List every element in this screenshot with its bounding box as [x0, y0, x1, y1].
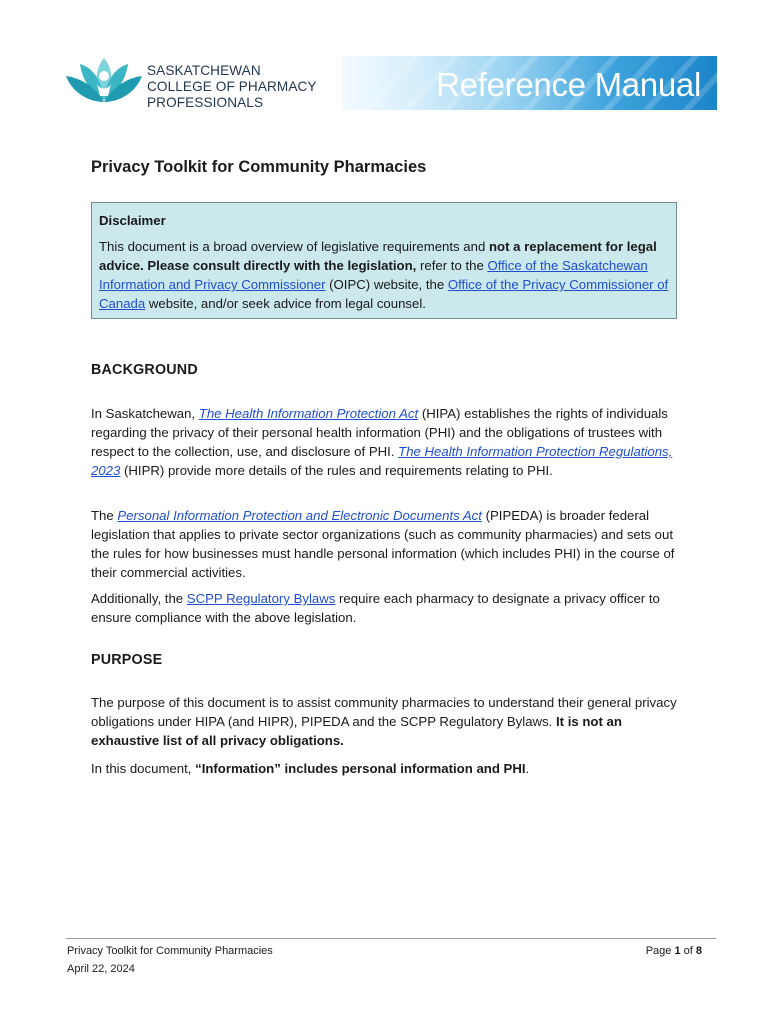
- disclaimer-text-3: (OIPC) website, the: [325, 277, 448, 292]
- page-number: [646, 942, 702, 960]
- purpose-p2-text-2: .: [525, 761, 530, 776]
- purpose-p2-bold: “Information” includes personal information and PHI: [195, 761, 526, 776]
- bg-p3-text-1: Additionally, the: [91, 591, 187, 606]
- scpp-logo-icon: [64, 50, 144, 114]
- background-paragraph-1: [91, 404, 687, 480]
- document-title: Privacy Toolkit for Community Pharmacies: [91, 158, 427, 176]
- footer-left: [67, 942, 273, 978]
- bg-p3-text-2: require each pharmacy to designate a privacy officer to ensure compliance with the above legislation.: [91, 591, 660, 625]
- org-name-line-1: SASKATCHEWAN: [147, 63, 261, 78]
- disclaimer-text-2: refer to the: [416, 258, 488, 273]
- opc-canada-link[interactable]: Office of the Privacy Commissioner of Canada: [99, 277, 669, 311]
- disclaimer-heading: Disclaimer: [99, 213, 166, 228]
- footer-document-name: Privacy Toolkit for Community Pharmacies: [67, 945, 273, 957]
- pipeda-link[interactable]: Personal Information Protection and Electronic Documents Act: [117, 508, 482, 523]
- page-current: 1: [674, 945, 681, 957]
- disclaimer-text: [99, 237, 669, 313]
- footer-divider: [66, 938, 716, 939]
- banner-title: Reference Manual: [436, 66, 701, 103]
- org-name-line-2: COLLEGE OF PHARMACY: [147, 79, 317, 94]
- disclaimer-text-1: This document is a broad overview of legislative requirements and: [99, 239, 489, 254]
- purpose-heading: PURPOSE: [91, 652, 163, 668]
- background-paragraph-3: [91, 589, 687, 627]
- scpp-bylaws-link[interactable]: SCPP Regulatory Bylaws: [186, 591, 336, 606]
- page-total: 8: [695, 945, 702, 957]
- hipr-link[interactable]: The Health Information Protection Regulations, 2023: [91, 444, 673, 478]
- page-of: of: [680, 945, 696, 957]
- purpose-p1-bold: It is not an exhaustive list of all privacy obligations.: [91, 714, 622, 748]
- disclaimer-bold-text: not a replacement for legal advice. Please consult directly with the legislation,: [99, 239, 657, 273]
- disclaimer-text-4: website, and/or seek advice from legal counsel.: [145, 296, 426, 311]
- purpose-p2-text-1: In this document,: [91, 761, 196, 776]
- footer-date: April 22, 2024: [67, 963, 135, 975]
- org-name-line-3: PROFESSIONALS: [147, 95, 264, 110]
- hipa-link[interactable]: The Health Information Protection Act: [198, 406, 419, 421]
- reference-manual-banner: [341, 56, 717, 110]
- bg-p1-text-1: In Saskatchewan,: [91, 406, 199, 421]
- background-paragraph-2: [91, 506, 687, 582]
- disclaimer-box: [91, 202, 677, 319]
- oipc-link[interactable]: Office of the Saskatchewan Information and Privacy Commissioner: [99, 258, 648, 292]
- purpose-p1-text: The purpose of this document is to assist community pharmacies to understand their general privacy obligations under HIPA (and HIPR), PIPEDA and the SCPP Regulatory Bylaws.: [91, 695, 677, 729]
- purpose-paragraph-1: [91, 693, 687, 750]
- bg-p1-text-2: (HIPA) establishes the rights of individuals regarding the privacy of their personal health information (PHI) and the obligations of trustees with respect to the collection, use, and disclosure of PHI.: [91, 406, 668, 459]
- organization-name: [147, 63, 317, 111]
- bg-p2-text-2: (PIPEDA) is broader federal legislation that applies to private sector organizations (such as community pharmacies) and sets out the rules for how businesses must handle personal information (which includes PHI) in the course of their commercial activities.: [91, 508, 675, 580]
- background-heading: BACKGROUND: [91, 362, 198, 378]
- purpose-paragraph-2: [91, 759, 687, 778]
- bg-p2-text-1: The: [91, 508, 118, 523]
- page-prefix: Page: [645, 945, 675, 957]
- bg-p1-text-3: (HIPR) provide more details of the rules and requirements relating to PHI.: [120, 463, 553, 478]
